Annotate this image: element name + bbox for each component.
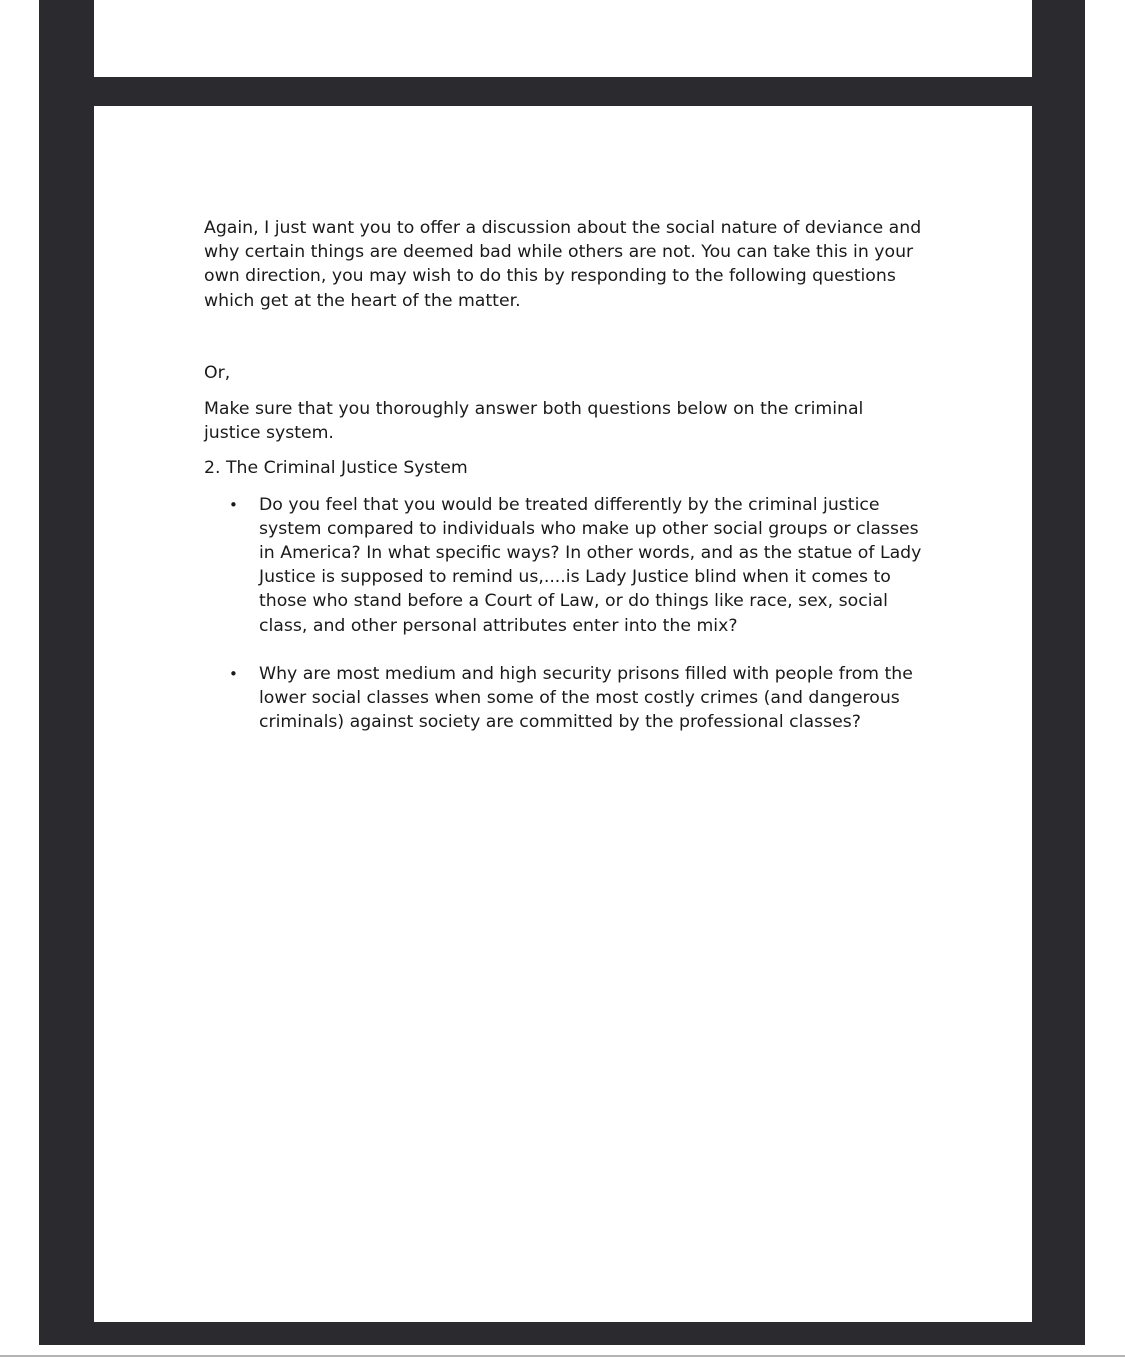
bullet-icon: •: [229, 495, 238, 514]
question-text: Why are most medium and high security prisons filled with people from the lower social classes when some of the most costly crimes (and dangerous criminals) against society are committed by the professional classes?: [259, 663, 913, 733]
question-text: Do you feel that you would be treated differently by the criminal justice system compared to individuals who make up other social groups or classes in America? In what specific ways? In other words, and as the statue of Lady Justice is supposed to remind us,....is Lady Justice blind when it comes to those who stand before a Court of Law, or do things like race, sex, social class, and other personal attributes enter into the mix?: [259, 494, 922, 636]
or-label: Or,: [204, 362, 231, 383]
previous-page: [94, 0, 1032, 77]
page-content: [204, 216, 924, 758]
bullet-icon: •: [229, 664, 238, 683]
question-list: [204, 493, 924, 735]
instruction-paragraph: Make sure that you thoroughly answer both questions below on the criminal justice system.: [204, 399, 864, 444]
document-viewer[interactable]: [39, 0, 1085, 1345]
list-item: [204, 662, 924, 735]
intro-paragraph: Again, I just want you to offer a discussion about the social nature of deviance and why certain things are deemed bad while others are not. You can take this in your own direction, you may wish to do this by responding to the following questions which get at the heart of the matter.: [204, 218, 922, 311]
divider: [0, 1355, 1125, 1357]
current-page: [94, 106, 1032, 1322]
list-item: [204, 493, 924, 638]
section-heading: 2. The Criminal Justice System: [204, 458, 468, 479]
